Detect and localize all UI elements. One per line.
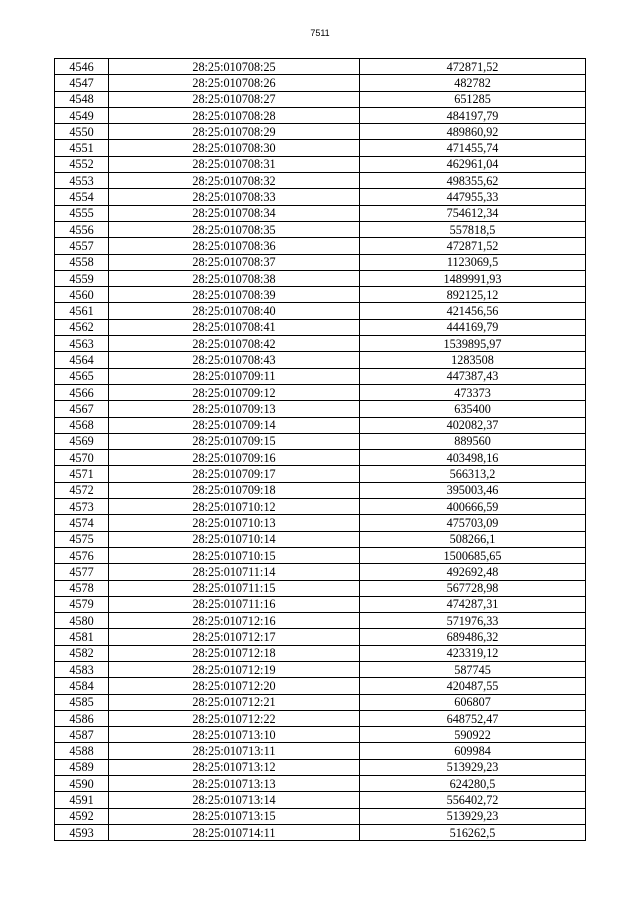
cadastral-value-cell: 423319,12: [360, 645, 586, 661]
cadastral-number-cell: 28:25:010708:25: [109, 59, 360, 75]
row-number-cell: 4573: [55, 499, 109, 515]
cadastral-value-table: [54, 58, 586, 841]
cadastral-number-cell: 28:25:010709:13: [109, 401, 360, 417]
cadastral-number-cell: 28:25:010713:11: [109, 743, 360, 759]
table-row: [55, 107, 586, 123]
cadastral-value-cell: 606807: [360, 694, 586, 710]
cadastral-value-cell: 395003,46: [360, 482, 586, 498]
cadastral-value-cell: 447955,33: [360, 189, 586, 205]
cadastral-value-cell: 492692,48: [360, 564, 586, 580]
cadastral-value-cell: 444169,79: [360, 319, 586, 335]
table-row: [55, 270, 586, 286]
table-row: [55, 613, 586, 629]
table-row: [55, 238, 586, 254]
row-number-cell: 4592: [55, 808, 109, 824]
table-row: [55, 124, 586, 140]
cadastral-number-cell: 28:25:010708:31: [109, 156, 360, 172]
cadastral-number-cell: 28:25:010710:12: [109, 499, 360, 515]
row-number-cell: 4558: [55, 254, 109, 270]
table-row: [55, 303, 586, 319]
cadastral-number-cell: 28:25:010710:14: [109, 531, 360, 547]
table-row: [55, 743, 586, 759]
cadastral-value-cell: 474287,31: [360, 596, 586, 612]
cadastral-value-cell: 648752,47: [360, 710, 586, 726]
cadastral-value-cell: 473373: [360, 384, 586, 400]
table-row: [55, 515, 586, 531]
table-row: [55, 547, 586, 563]
table-row: [55, 156, 586, 172]
cadastral-number-cell: 28:25:010713:14: [109, 792, 360, 808]
table-row: [55, 91, 586, 107]
table-row: [55, 727, 586, 743]
table-row: [55, 287, 586, 303]
table-row: [55, 401, 586, 417]
cadastral-value-cell: 889560: [360, 433, 586, 449]
table-row: [55, 221, 586, 237]
cadastral-value-cell: 421456,56: [360, 303, 586, 319]
cadastral-value-cell: 1500685,65: [360, 547, 586, 563]
table-row: [55, 433, 586, 449]
cadastral-value-cell: 1539895,97: [360, 336, 586, 352]
row-number-cell: 4552: [55, 156, 109, 172]
table-row: [55, 336, 586, 352]
cadastral-number-cell: 28:25:010708:43: [109, 352, 360, 368]
row-number-cell: 4590: [55, 776, 109, 792]
row-number-cell: 4564: [55, 352, 109, 368]
cadastral-number-cell: 28:25:010709:17: [109, 466, 360, 482]
row-number-cell: 4586: [55, 710, 109, 726]
row-number-cell: 4553: [55, 173, 109, 189]
row-number-cell: 4581: [55, 629, 109, 645]
row-number-cell: 4550: [55, 124, 109, 140]
cadastral-value-cell: 513929,23: [360, 759, 586, 775]
cadastral-number-cell: 28:25:010710:15: [109, 547, 360, 563]
row-number-cell: 4547: [55, 75, 109, 91]
table-row: [55, 499, 586, 515]
row-number-cell: 4570: [55, 450, 109, 466]
row-number-cell: 4565: [55, 368, 109, 384]
table-row: [55, 75, 586, 91]
cadastral-value-cell: 1283508: [360, 352, 586, 368]
cadastral-number-cell: 28:25:010709:18: [109, 482, 360, 498]
cadastral-value-cell: 1489991,93: [360, 270, 586, 286]
cadastral-number-cell: 28:25:010709:16: [109, 450, 360, 466]
cadastral-value-cell: 498355,62: [360, 173, 586, 189]
row-number-cell: 4577: [55, 564, 109, 580]
table-row: [55, 645, 586, 661]
cadastral-number-cell: 28:25:010712:16: [109, 613, 360, 629]
cadastral-value-cell: 516262,5: [360, 824, 586, 840]
row-number-cell: 4566: [55, 384, 109, 400]
table-row: [55, 368, 586, 384]
row-number-cell: 4548: [55, 91, 109, 107]
cadastral-number-cell: 28:25:010713:13: [109, 776, 360, 792]
table-row: [55, 173, 586, 189]
cadastral-number-cell: 28:25:010708:37: [109, 254, 360, 270]
cadastral-number-cell: 28:25:010713:10: [109, 727, 360, 743]
cadastral-number-cell: 28:25:010708:26: [109, 75, 360, 91]
row-number-cell: 4554: [55, 189, 109, 205]
row-number-cell: 4546: [55, 59, 109, 75]
table-row: [55, 140, 586, 156]
row-number-cell: 4572: [55, 482, 109, 498]
cadastral-number-cell: 28:25:010708:42: [109, 336, 360, 352]
cadastral-number-cell: 28:25:010708:34: [109, 205, 360, 221]
row-number-cell: 4587: [55, 727, 109, 743]
cadastral-number-cell: 28:25:010708:39: [109, 287, 360, 303]
table-row: [55, 580, 586, 596]
cadastral-value-cell: 482782: [360, 75, 586, 91]
cadastral-value-cell: 472871,52: [360, 238, 586, 254]
row-number-cell: 4579: [55, 596, 109, 612]
cadastral-value-cell: 447387,43: [360, 368, 586, 384]
table-row: [55, 564, 586, 580]
table-row: [55, 824, 586, 840]
table-row: [55, 254, 586, 270]
cadastral-value-cell: 571976,33: [360, 613, 586, 629]
row-number-cell: 4556: [55, 221, 109, 237]
row-number-cell: 4568: [55, 417, 109, 433]
cadastral-number-cell: 28:25:010708:30: [109, 140, 360, 156]
cadastral-value-cell: 420487,55: [360, 678, 586, 694]
row-number-cell: 4583: [55, 661, 109, 677]
cadastral-number-cell: 28:25:010713:12: [109, 759, 360, 775]
row-number-cell: 4561: [55, 303, 109, 319]
row-number-cell: 4584: [55, 678, 109, 694]
table-row: [55, 759, 586, 775]
cadastral-number-cell: 28:25:010708:33: [109, 189, 360, 205]
cadastral-number-cell: 28:25:010712:21: [109, 694, 360, 710]
table-row: [55, 596, 586, 612]
cadastral-value-cell: 462961,04: [360, 156, 586, 172]
table-row: [55, 678, 586, 694]
table-row: [55, 531, 586, 547]
cadastral-value-cell: 609984: [360, 743, 586, 759]
row-number-cell: 4567: [55, 401, 109, 417]
cadastral-number-cell: 28:25:010708:28: [109, 107, 360, 123]
cadastral-value-cell: 587745: [360, 661, 586, 677]
row-number-cell: 4560: [55, 287, 109, 303]
row-number-cell: 4580: [55, 613, 109, 629]
table-row: [55, 710, 586, 726]
table-row: [55, 482, 586, 498]
row-number-cell: 4559: [55, 270, 109, 286]
cadastral-number-cell: 28:25:010712:19: [109, 661, 360, 677]
table-row: [55, 694, 586, 710]
table-row: [55, 319, 586, 335]
cadastral-number-cell: 28:25:010714:11: [109, 824, 360, 840]
table-row: [55, 205, 586, 221]
cadastral-value-cell: 472871,52: [360, 59, 586, 75]
cadastral-number-cell: 28:25:010711:14: [109, 564, 360, 580]
table-row: [55, 59, 586, 75]
table-row: [55, 189, 586, 205]
cadastral-value-cell: 403498,16: [360, 450, 586, 466]
cadastral-value-cell: 475703,09: [360, 515, 586, 531]
cadastral-number-cell: 28:25:010708:29: [109, 124, 360, 140]
table-row: [55, 417, 586, 433]
row-number-cell: 4557: [55, 238, 109, 254]
table-row: [55, 661, 586, 677]
row-number-cell: 4582: [55, 645, 109, 661]
cadastral-number-cell: 28:25:010712:18: [109, 645, 360, 661]
table-row: [55, 776, 586, 792]
cadastral-value-cell: 484197,79: [360, 107, 586, 123]
cadastral-number-cell: 28:25:010712:17: [109, 629, 360, 645]
cadastral-value-cell: 590922: [360, 727, 586, 743]
row-number-cell: 4593: [55, 824, 109, 840]
cadastral-value-cell: 635400: [360, 401, 586, 417]
row-number-cell: 4575: [55, 531, 109, 547]
cadastral-value-cell: 402082,37: [360, 417, 586, 433]
cadastral-number-cell: 28:25:010709:11: [109, 368, 360, 384]
table-row: [55, 450, 586, 466]
row-number-cell: 4576: [55, 547, 109, 563]
cadastral-value-cell: 400666,59: [360, 499, 586, 515]
row-number-cell: 4551: [55, 140, 109, 156]
cadastral-number-cell: 28:25:010708:41: [109, 319, 360, 335]
row-number-cell: 4585: [55, 694, 109, 710]
cadastral-number-cell: 28:25:010709:12: [109, 384, 360, 400]
cadastral-value-cell: 513929,23: [360, 808, 586, 824]
row-number-cell: 4571: [55, 466, 109, 482]
row-number-cell: 4588: [55, 743, 109, 759]
table-row: [55, 629, 586, 645]
cadastral-value-cell: 567728,98: [360, 580, 586, 596]
cadastral-number-cell: 28:25:010709:14: [109, 417, 360, 433]
cadastral-value-cell: 556402,72: [360, 792, 586, 808]
cadastral-value-cell: 624280,5: [360, 776, 586, 792]
table-row: [55, 808, 586, 824]
cadastral-number-cell: 28:25:010713:15: [109, 808, 360, 824]
cadastral-number-cell: 28:25:010708:40: [109, 303, 360, 319]
table-row: [55, 466, 586, 482]
cadastral-value-cell: 754612,34: [360, 205, 586, 221]
row-number-cell: 4562: [55, 319, 109, 335]
row-number-cell: 4578: [55, 580, 109, 596]
cadastral-number-cell: 28:25:010711:16: [109, 596, 360, 612]
table-row: [55, 352, 586, 368]
row-number-cell: 4589: [55, 759, 109, 775]
cadastral-number-cell: 28:25:010708:38: [109, 270, 360, 286]
page-number: 7511: [310, 28, 330, 38]
cadastral-value-cell: 566313,2: [360, 466, 586, 482]
cadastral-value-cell: 557818,5: [360, 221, 586, 237]
table-row: [55, 384, 586, 400]
cadastral-value-cell: 508266,1: [360, 531, 586, 547]
cadastral-value-cell: 1123069,5: [360, 254, 586, 270]
table-body: [55, 59, 586, 841]
cadastral-number-cell: 28:25:010708:32: [109, 173, 360, 189]
cadastral-value-cell: 689486,32: [360, 629, 586, 645]
cadastral-number-cell: 28:25:010711:15: [109, 580, 360, 596]
cadastral-number-cell: 28:25:010712:22: [109, 710, 360, 726]
row-number-cell: 4574: [55, 515, 109, 531]
cadastral-value-cell: 651285: [360, 91, 586, 107]
row-number-cell: 4555: [55, 205, 109, 221]
cadastral-number-cell: 28:25:010709:15: [109, 433, 360, 449]
table-row: [55, 792, 586, 808]
row-number-cell: 4591: [55, 792, 109, 808]
row-number-cell: 4569: [55, 433, 109, 449]
cadastral-number-cell: 28:25:010710:13: [109, 515, 360, 531]
cadastral-value-cell: 489860,92: [360, 124, 586, 140]
cadastral-value-cell: 892125,12: [360, 287, 586, 303]
cadastral-number-cell: 28:25:010708:27: [109, 91, 360, 107]
cadastral-number-cell: 28:25:010708:35: [109, 221, 360, 237]
row-number-cell: 4563: [55, 336, 109, 352]
cadastral-value-cell: 471455,74: [360, 140, 586, 156]
cadastral-number-cell: 28:25:010712:20: [109, 678, 360, 694]
cadastral-number-cell: 28:25:010708:36: [109, 238, 360, 254]
row-number-cell: 4549: [55, 107, 109, 123]
